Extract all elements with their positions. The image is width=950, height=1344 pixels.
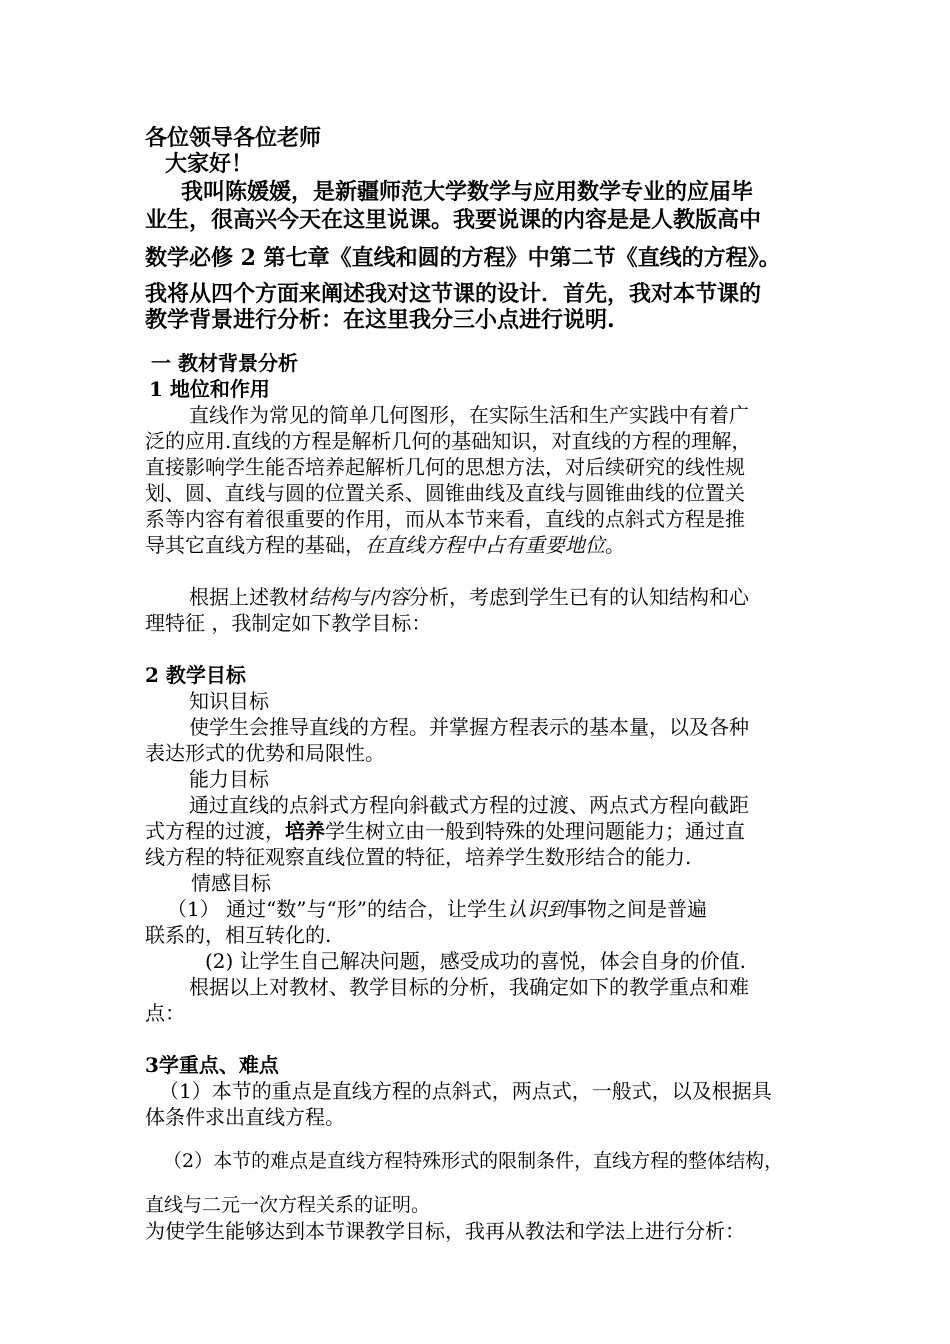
para2-line-1 — [189, 584, 749, 610]
para2-c: 分析，考虑到学生已有的认知结构和心 — [409, 585, 749, 609]
para1-line-4: 划、圆、直线与圆的位置关系、圆锥曲线及直线与圆锥曲线的位置关 — [145, 481, 745, 505]
para2-a: 根据上述教材 — [189, 585, 309, 609]
emotion1-emphasis: 认识到 — [506, 897, 567, 921]
emotion-line-1 — [167, 896, 707, 922]
emotion1-c: 事物之间是普遍 — [566, 897, 707, 921]
key-line-2: 体条件求出直线方程。 — [145, 1105, 345, 1129]
intro-line-2: 业生，很高兴今天在这里说课。我要说课的内容是是人教版高中 — [145, 207, 762, 233]
ability2-a: 式方程的过渡， — [145, 819, 285, 843]
para1-line-5: 系等内容有着很重要的作用，而从本节来看，直线的点斜式方程是推 — [145, 507, 745, 531]
para2-emphasis: 结构与内容 — [309, 585, 409, 609]
transition-line-2: 点： — [145, 1001, 185, 1025]
section1-heading: 一 教材背景分析 — [151, 351, 298, 375]
closing-line: 为使学生能够达到本节课教学目标，我再从教法和学法上进行分析： — [145, 1219, 745, 1243]
para1-last-c: 。 — [605, 533, 625, 557]
emotion-line-2: 联系的，相互转化的. — [145, 923, 332, 947]
ability-line-2 — [145, 818, 745, 844]
intro-line-4: 我将从四个方面来阐述我对这节课的设计．首先，我对本节课的 — [145, 281, 762, 307]
para1-last-a: 导其它直线方程的基础， — [145, 533, 365, 557]
intro-line-3: 数学必修 2 第七章《直线和圆的方程》中第二节《直线的方程》。 — [145, 245, 781, 271]
hello-line: 大家好！ — [165, 151, 254, 177]
para2-line-2: 理特征 ，我制定如下教学目标： — [145, 611, 432, 635]
salutation: 各位领导各位老师 — [145, 125, 322, 151]
difficulty-line-1: （2）本节的难点是直线方程特殊形式的限制条件，直线方程的整体结构， — [163, 1150, 784, 1172]
para1-line-6 — [145, 532, 625, 558]
intro-line-1: 我叫陈媛媛，是新疆师范大学数学与应用数学专业的应届毕 — [181, 179, 754, 205]
section3-heading: 3学重点、难点 — [145, 1053, 279, 1077]
section1-subheading: 1 地位和作用 — [149, 377, 270, 401]
ability2-bold: 培养 — [285, 819, 325, 843]
section2-heading: 2 教学目标 — [145, 663, 246, 687]
difficulty-line-2: 直线与二元一次方程关系的证明。 — [145, 1194, 431, 1216]
intro-line-5: 教学背景进行分析：在这里我分三小点进行说明. — [145, 307, 615, 333]
para1-line-3: 直接影响学生能否培养起解析几何的思想方法，对后续研究的线性规 — [145, 455, 745, 479]
ability-line-3: 线方程的特征观察直线位置的特征，培养学生数形结合的能力. — [145, 845, 692, 869]
para1-last-emphasis: 在直线方程中占有重要地位 — [365, 533, 605, 557]
para1-line-2: 泛的应用.直线的方程是解析几何的基础知识，对直线的方程的理解， — [145, 429, 752, 453]
ability-title: 能力目标 — [189, 767, 269, 791]
emotion-title: 情感目标 — [191, 871, 271, 895]
knowledge-line-1: 使学生会推导直线的方程。并掌握方程表示的基本量，以及各种 — [189, 715, 749, 739]
key-line-1: （1）本节的重点是直线方程的点斜式，两点式，一般式，以及根据具 — [159, 1079, 772, 1103]
ability2-c: 学生树立由一般到特殊的处理问题能力；通过直 — [325, 819, 745, 843]
transition-line-1: 根据以上对教材、教学目标的分析，我确定如下的教学重点和难 — [189, 975, 749, 999]
para1-line-1: 直线作为常见的简单几何图形，在实际生活和生产实践中有着广 — [189, 403, 749, 427]
emotion-line-3: (2) 让学生自己解决问题，感受成功的喜悦，体会自身的价值. — [205, 949, 747, 973]
knowledge-line-2: 表达形式的优势和局限性。 — [145, 741, 385, 765]
emotion1-a: （1） 通过“数”与“形”的结合，让学生 — [167, 897, 507, 921]
knowledge-title: 知识目标 — [189, 689, 269, 713]
ability-line-1: 通过直线的点斜式方程向斜截式方程的过渡、两点式方程向截距 — [189, 793, 749, 817]
